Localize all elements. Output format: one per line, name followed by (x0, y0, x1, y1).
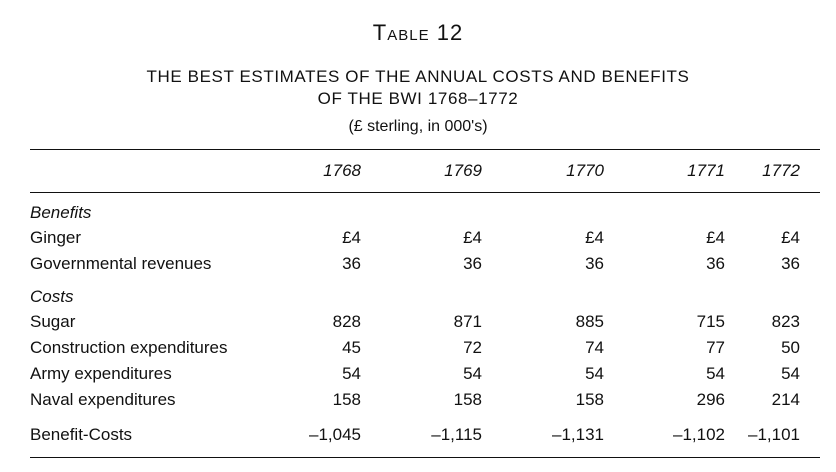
table-row-ginger (30, 228, 820, 252)
section-label-benefits: Benefits (30, 203, 92, 222)
title-line-1: THE BEST ESTIMATES OF THE ANNUAL COSTS AND BENEFITS (146, 67, 690, 86)
table-row-naval (30, 390, 820, 414)
section-label-costs: Costs (30, 287, 74, 306)
cell-1768: 36 (342, 254, 361, 273)
cell-1770: 74 (585, 338, 604, 357)
cell-1768: 158 (332, 390, 361, 409)
table-row-construction (30, 338, 820, 362)
column-header-1768: 1768 (323, 161, 361, 180)
table-row-benefit-costs (30, 425, 820, 449)
cell-1772: 50 (781, 338, 800, 357)
column-header-1770: 1770 (566, 161, 604, 180)
title-line-2: OF THE BWI 1768–1772 (317, 89, 519, 108)
cell-1771: 296 (696, 390, 725, 409)
cell-1768: 828 (332, 312, 361, 331)
cell-1771: 715 (696, 312, 725, 331)
cell-1770: £4 (585, 228, 604, 247)
cell-1771: £4 (706, 228, 725, 247)
table-number (0, 20, 836, 46)
header-rule (30, 192, 820, 193)
cell-1772: £4 (781, 228, 800, 247)
cell-1769: 871 (453, 312, 482, 331)
cell-1768: £4 (342, 228, 361, 247)
cell-1768: 54 (342, 364, 361, 383)
table-row-governmental (30, 254, 820, 278)
cell-1772: 214 (771, 390, 800, 409)
header-row (30, 161, 820, 185)
cell-1771: 36 (706, 254, 725, 273)
row-label: Sugar (30, 312, 76, 331)
table-row-sugar (30, 312, 820, 336)
row-label: Ginger (30, 228, 82, 247)
cell-1772: –1,101 (748, 425, 800, 444)
cell-1769: –1,115 (431, 425, 482, 444)
row-label: Naval expenditures (30, 390, 176, 409)
cell-1771: 54 (706, 364, 725, 383)
bottom-rule (30, 457, 820, 458)
section-costs (30, 287, 820, 311)
table-number-text: Table 12 (372, 20, 464, 45)
cell-1770: 36 (585, 254, 604, 273)
row-label: Construction expenditures (30, 338, 228, 357)
column-header-1769: 1769 (444, 161, 482, 180)
cell-1770: 885 (575, 312, 604, 331)
cell-1769: 72 (463, 338, 482, 357)
cell-1769: 36 (463, 254, 482, 273)
table-title (0, 66, 836, 110)
cell-1770: 158 (575, 390, 604, 409)
row-label: Governmental revenues (30, 254, 212, 273)
cell-1772: 36 (781, 254, 800, 273)
cell-1769: 54 (463, 364, 482, 383)
column-header-1771: 1771 (687, 161, 725, 180)
cell-1770: 54 (585, 364, 604, 383)
cell-1772: 823 (771, 312, 800, 331)
table-row-army (30, 364, 820, 388)
row-label: Benefit-Costs (30, 425, 133, 444)
cell-1768: –1,045 (309, 425, 361, 444)
cell-1769: £4 (463, 228, 482, 247)
section-benefits (30, 203, 820, 227)
column-header-1772: 1772 (762, 161, 800, 180)
cell-1768: 45 (342, 338, 361, 357)
top-rule (30, 149, 820, 150)
cell-1769: 158 (453, 390, 482, 409)
cell-1770: –1,131 (552, 425, 604, 444)
row-label: Army expenditures (30, 364, 172, 383)
cell-1771: –1,102 (673, 425, 725, 444)
table-subtitle: (£ sterling, in 000's) (348, 118, 488, 135)
cell-1771: 77 (706, 338, 725, 357)
cell-1772: 54 (781, 364, 800, 383)
